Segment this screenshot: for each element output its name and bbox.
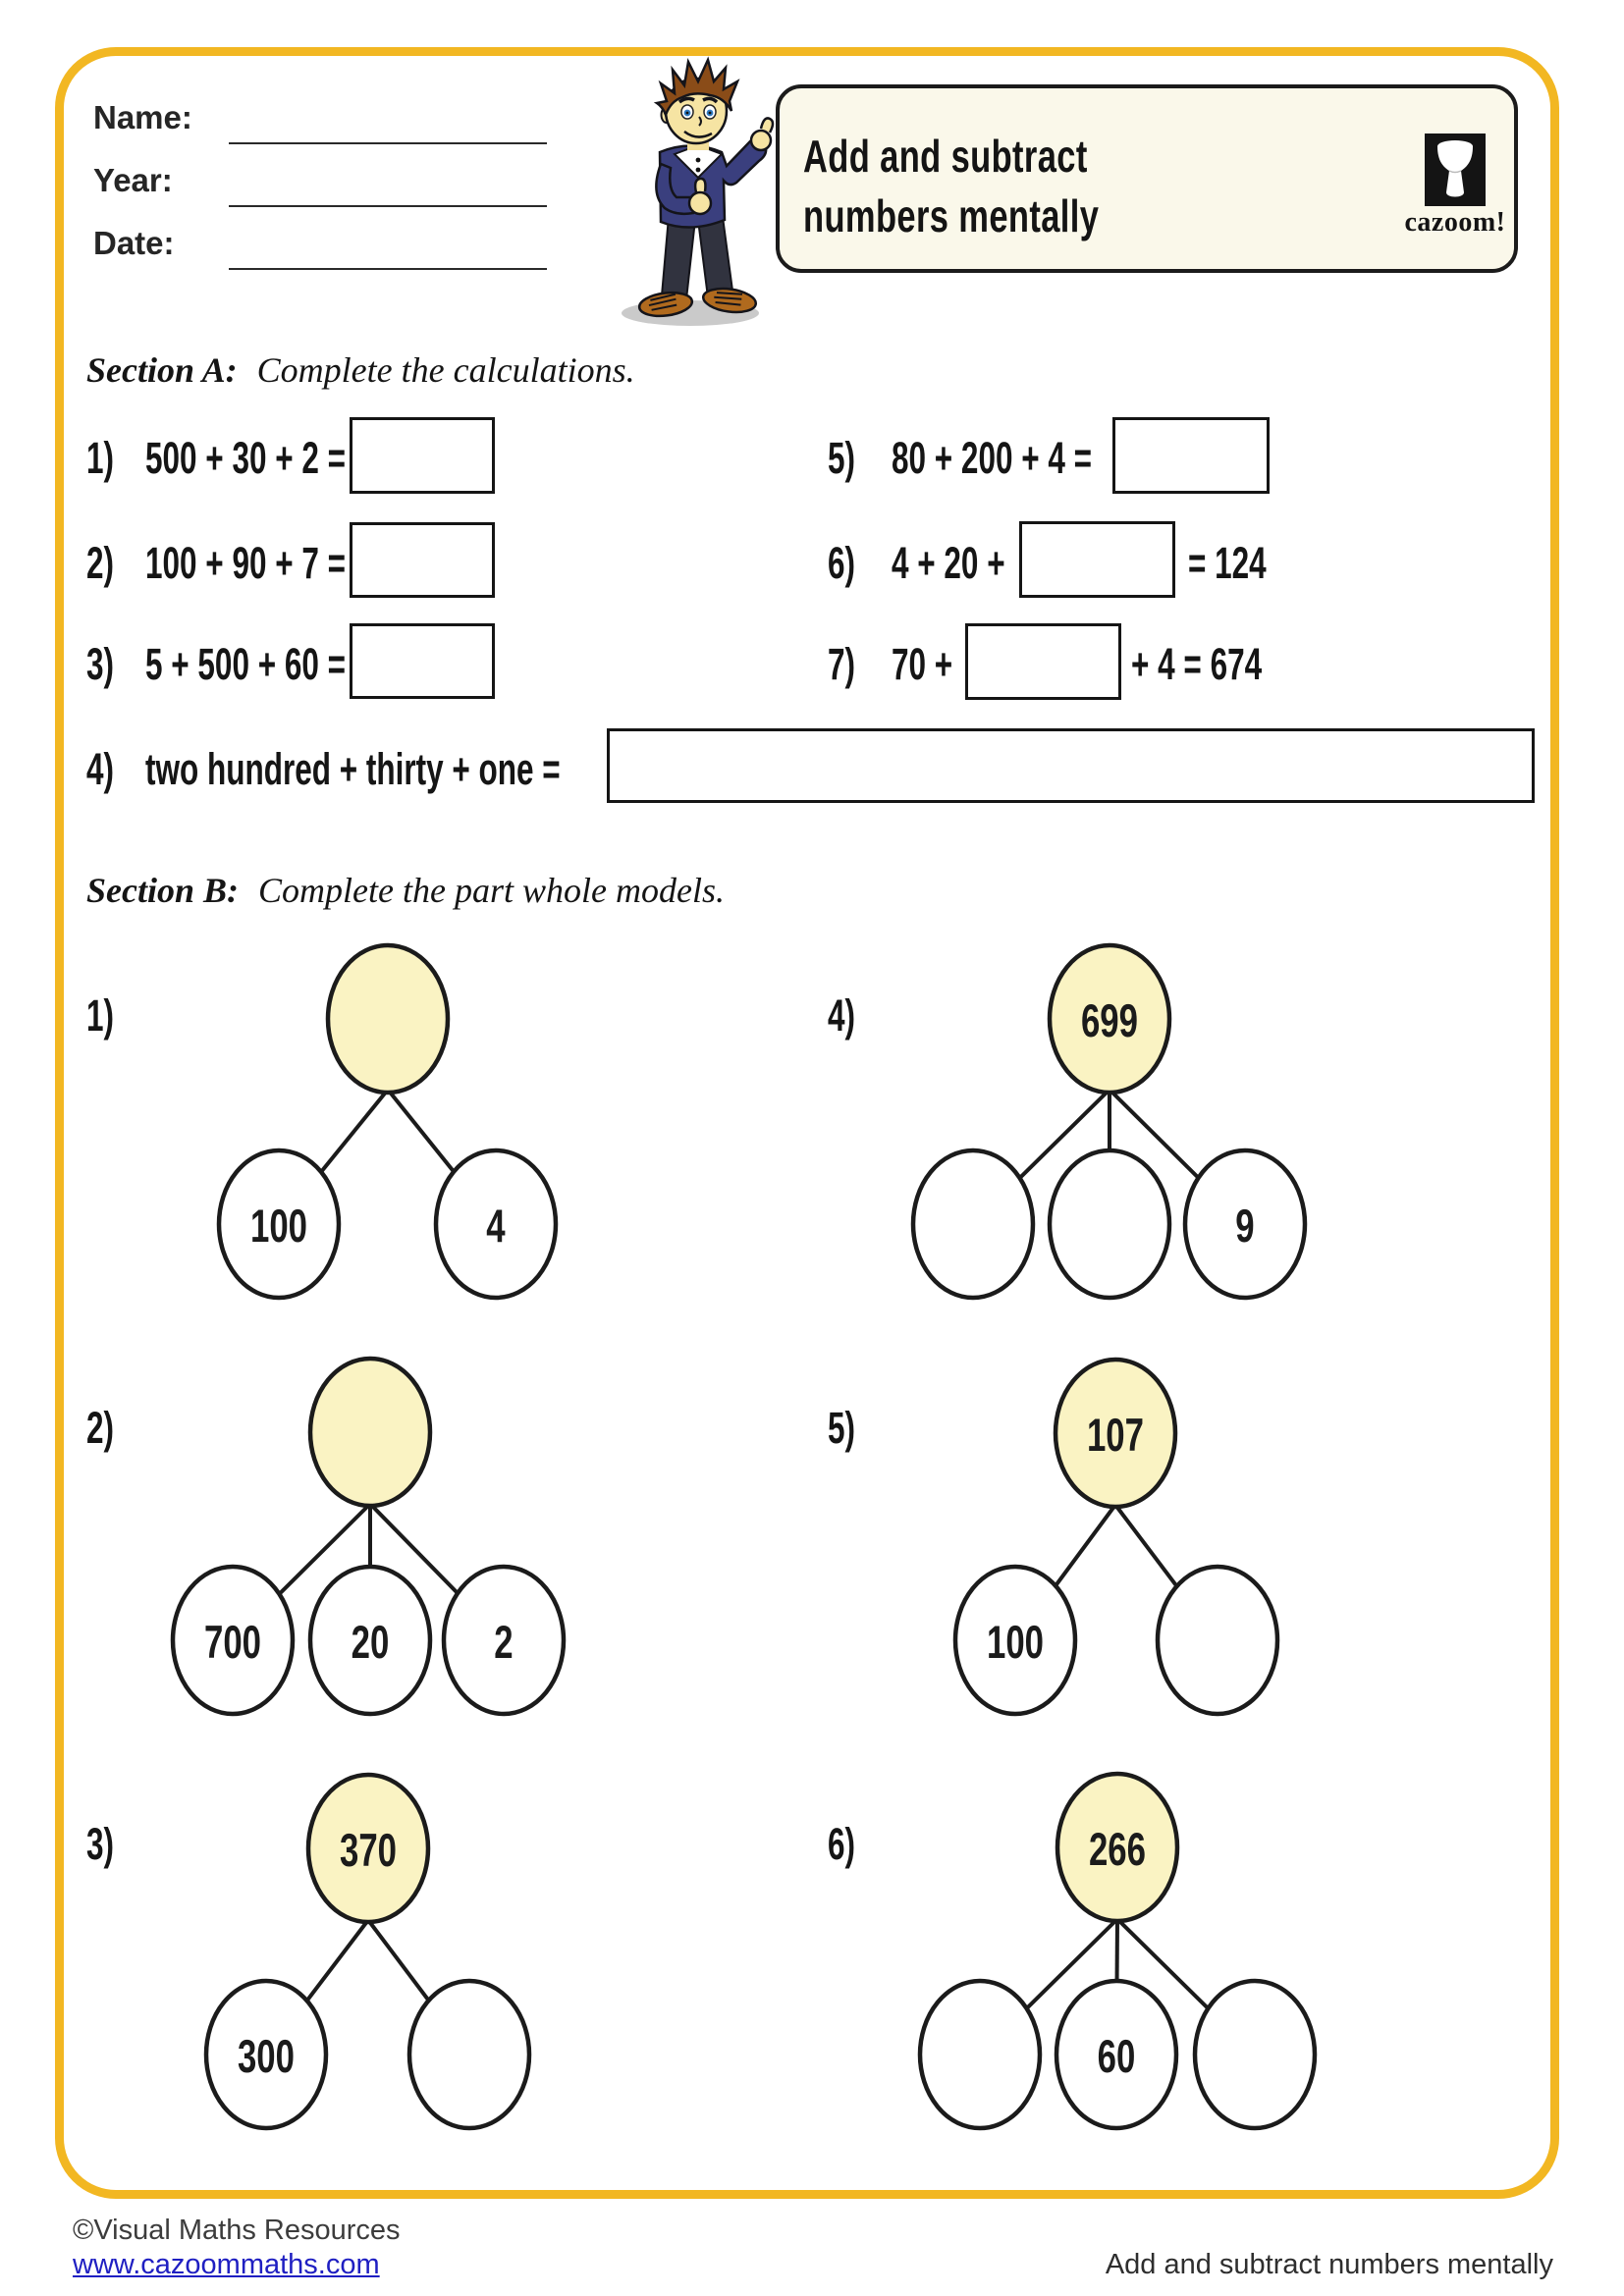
part-whole-model-1 [219,945,556,1298]
part-value: 20 [351,1616,390,1669]
problem-6-expression-post: = 124 [1188,538,1267,588]
part-value: 9 [1235,1200,1255,1253]
copyright-text: ©Visual Maths Resources [73,2215,401,2246]
problem-2-label: 2) [86,538,115,588]
problem-3-label: 3) [86,639,115,689]
section-a-title: Section A: [86,350,238,390]
part-circle-empty[interactable] [920,1981,1040,2128]
part-whole-model-2 [173,1359,564,1714]
part-value: 700 [204,1616,262,1669]
part-whole-model-4 [913,945,1305,1298]
model-1-label: 1) [86,990,115,1041]
part-value: 100 [250,1200,308,1253]
part-circle-empty[interactable] [1195,1981,1315,2128]
logo-wordmark: cazoom! [1404,207,1506,238]
whole-value: 699 [1080,994,1138,1047]
whole-value: 370 [340,1824,398,1877]
part-whole-model-6 [920,1774,1315,2128]
problem-7-expression-post: + 4 = 674 [1131,639,1263,689]
model-4-label: 4) [828,990,856,1041]
problem-7-expression-pre: 70 + [892,639,953,689]
part-value: 300 [237,2030,295,2083]
part-circle-empty[interactable] [409,1981,529,2128]
whole-value: 107 [1086,1409,1144,1462]
whole-circle-empty[interactable] [310,1359,430,1506]
part-circle-empty[interactable] [1158,1567,1277,1714]
whole-value: 266 [1088,1823,1146,1876]
part-whole-model-3 [206,1775,529,2128]
model-3-label: 3) [86,1819,115,1869]
problem-6-expression-pre: 4 + 20 + [892,538,1005,588]
section-a-instruction: Complete the calculations. [256,350,635,390]
year-field-label: Year: [93,162,173,198]
section-b-title: Section B: [86,871,240,910]
model-5-label: 5) [828,1403,856,1453]
problem-7-label: 7) [828,639,856,689]
date-field-label: Date: [93,225,175,261]
part-value: 2 [494,1616,514,1669]
cazoommaths-link[interactable]: www.cazoommaths.com [73,2249,380,2280]
problem-6-label: 6) [828,538,856,588]
model-2-label: 2) [86,1403,115,1453]
part-circle-empty[interactable] [913,1150,1033,1298]
problem-1-expression: 500 + 30 + 2 = [145,433,347,483]
part-value: 4 [486,1200,506,1253]
problem-4-expression: two hundred + thirty + one = [145,744,561,794]
footer-worksheet-title: Add and subtract numbers mentally [1105,2249,1553,2280]
problem-5-label: 5) [828,433,856,483]
section-b-instruction: Complete the part whole models. [258,871,725,910]
part-value: 60 [1097,2030,1136,2083]
problem-1-label: 1) [86,433,115,483]
whole-circle-empty[interactable] [328,945,448,1093]
problem-4-label: 4) [86,744,115,794]
part-circle-empty[interactable] [1050,1150,1169,1298]
problem-3-expression: 5 + 500 + 60 = [145,639,347,689]
problem-5-expression: 80 + 200 + 4 = [892,433,1093,483]
problem-2-expression: 100 + 90 + 7 = [145,538,347,588]
model-6-label: 6) [828,1819,856,1869]
name-field-label: Name: [93,99,192,135]
part-value: 100 [986,1616,1045,1669]
page-title-line1: Add and subtract [803,131,1088,182]
page-title-line2: numbers mentally [803,190,1100,241]
part-whole-model-5 [955,1360,1277,1714]
